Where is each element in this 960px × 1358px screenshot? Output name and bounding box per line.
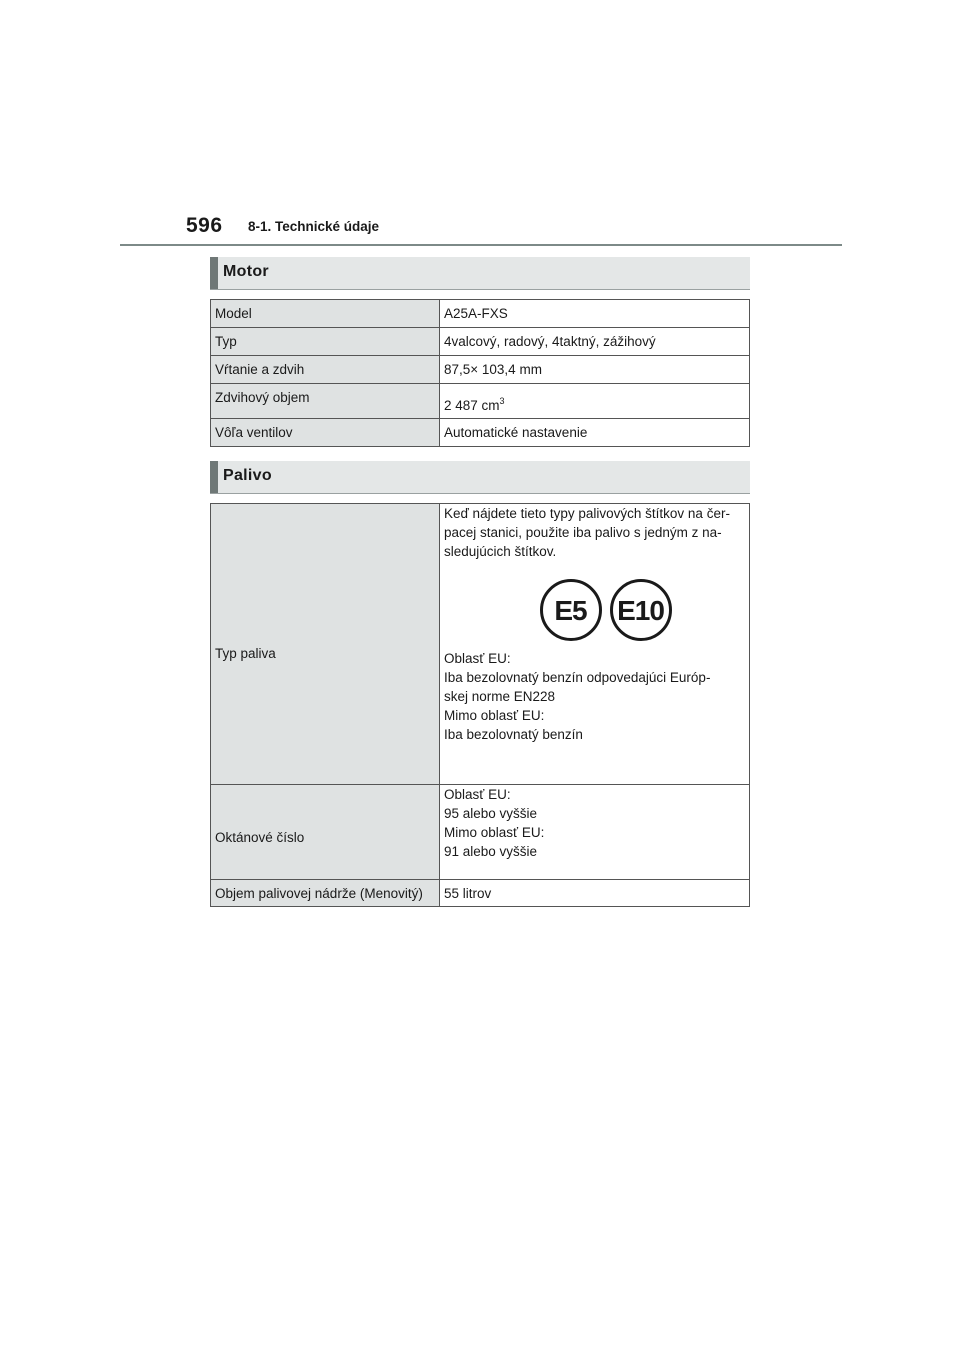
table-row [211, 419, 750, 447]
octane-line: 91 alebo vyššie [444, 844, 538, 859]
motor-heading-title: Motor [223, 263, 269, 280]
fuel-intro-line: sledujúcich štítkov. [444, 544, 557, 559]
row-label: Zdvihový objem [211, 384, 440, 419]
page-number: 596 [186, 214, 223, 237]
fuel-detail-line: skej norme EN228 [444, 689, 556, 704]
row-label: Oktánové číslo [211, 785, 440, 880]
row-value [440, 384, 750, 419]
section-title: 8-1. Technické údaje [248, 219, 380, 234]
row-label: Vôľa ventilov [211, 419, 440, 447]
table-row [211, 384, 750, 419]
octane-line: Mimo oblasť EU: [444, 825, 545, 840]
unit-superscript: 3 [499, 396, 505, 406]
row-label: Typ paliva [211, 504, 440, 785]
table-row [211, 328, 750, 356]
row-label: Vŕtanie a zdvih [211, 356, 440, 384]
octane-line: Oblasť EU: [444, 787, 511, 802]
fuel-label-logos [466, 579, 745, 641]
fuel-intro-line: Keď nájdete tieto typy palivových štítkov na čer- [444, 506, 730, 521]
e10-fuel-label-icon: E10 [610, 579, 672, 641]
e5-fuel-label-icon: E5 [540, 579, 602, 641]
fuel-detail-line: Mimo oblasť EU: [444, 708, 545, 723]
fuel-section-heading [210, 461, 750, 494]
fuel-intro-line: pacej stanici, použite iba palivo s jedným z na- [444, 525, 722, 540]
row-value [440, 504, 750, 785]
row-value: 55 litrov [440, 880, 750, 907]
table-row [211, 880, 750, 907]
displacement-value: 2 487 cm [444, 398, 500, 413]
fuel-detail-line: Iba bezolovnatý benzín [444, 727, 583, 742]
table-row [211, 504, 750, 785]
row-label: Objem palivovej nádrže (Menovitý) [211, 880, 440, 907]
fuel-heading-title: Palivo [223, 467, 272, 484]
row-value: A25A-FXS [440, 300, 750, 328]
row-value [440, 785, 750, 880]
row-label: Model [211, 300, 440, 328]
heading-accent-bar [210, 461, 218, 493]
motor-spec-table [210, 299, 750, 447]
fuel-spec-table [210, 503, 750, 907]
header-divider [120, 244, 842, 246]
row-value: 4valcový, radový, 4taktný, zážihový [440, 328, 750, 356]
row-value: Automatické nastavenie [440, 419, 750, 447]
row-label: Typ [211, 328, 440, 356]
motor-section-heading [210, 257, 750, 290]
table-row [211, 300, 750, 328]
table-row [211, 356, 750, 384]
table-row [211, 785, 750, 880]
heading-accent-bar [210, 257, 218, 289]
row-value: 87,5× 103,4 mm [440, 356, 750, 384]
octane-line: 95 alebo vyššie [444, 806, 538, 821]
fuel-detail-line: Oblasť EU: [444, 651, 511, 666]
fuel-detail-line: Iba bezolovnatý benzín odpovedajúci Európ- [444, 670, 711, 685]
